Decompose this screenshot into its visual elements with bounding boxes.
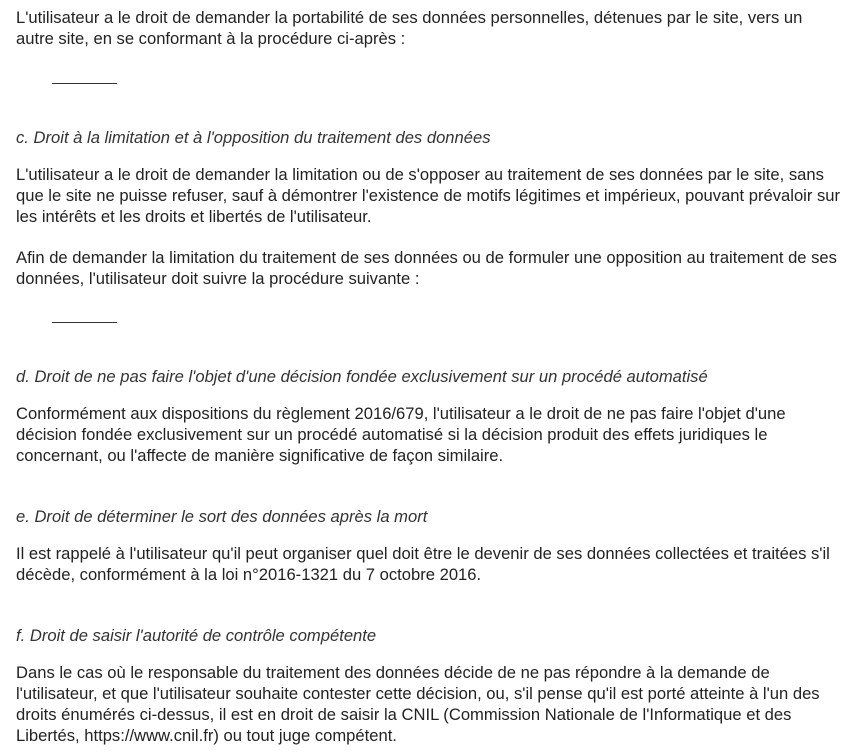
procedure-blank-line [52, 322, 117, 323]
portability-paragraph: L'utilisateur a le droit de demander la portabilité de ses données personnelles, détenues par le site, vers un autre site, en se conformant à la procédure ci-après : [16, 8, 803, 48]
section-f-heading: f. Droit de saisir l'autorité de contrôle compétente [16, 626, 377, 645]
section-d-paragraph: Conformément aux dispositions du règlement 2016/679, l'utilisateur a le droit de ne pas faire l'objet d'une décision fondée exclusivement sur un procédé automatisé si la décision produit des effets juridiques le concernant, ou l'affecte de manière significative de façon similaire. [16, 404, 786, 465]
section-c-heading: c. Droit à la limitation et à l'opposition du traitement des données [16, 128, 491, 147]
section-c-paragraph-2: Afin de demander la limitation du traitement de ses données ou de formuler une opposition au traitement de ses données, l'utilisateur doit suivre la procédure suivante : [16, 248, 837, 288]
section-f-paragraph: Dans le cas où le responsable du traitement des données décide de ne pas répondre à la demande de l'utilisateur, et que l'utilisateur souhaite contester cette décision, ou, s'il pense qu'il est porté atteinte à l'un des droits énumérés ci-dessus, il est en droit de saisir la CNIL (Commission Nationale de l'Informatique et des Libertés, https://www.cnil.fr) ou tout juge compétent. [16, 663, 820, 745]
section-d-heading: d. Droit de ne pas faire l'objet d'une décision fondée exclusivement sur un procédé automatisé [16, 367, 708, 386]
section-e-heading: e. Droit de déterminer le sort des données après la mort [16, 507, 428, 526]
procedure-blank-line [52, 83, 117, 84]
section-c-paragraph-1: L'utilisateur a le droit de demander la limitation ou de s'opposer au traitement de ses données par le site, sans que le site ne puisse refuser, sauf à démontrer l'existence de motifs légitimes et impérieux, pouvant prévaloir sur les intérêts et les droits et libertés de l'utilisateur. [16, 165, 841, 226]
section-e-paragraph: Il est rappelé à l'utilisateur qu'il peut organiser quel doit être le devenir de ses données collectées et traitées s'il décède, conformément à la loi n°2016-1321 du 7 octobre 2016. [16, 544, 830, 584]
